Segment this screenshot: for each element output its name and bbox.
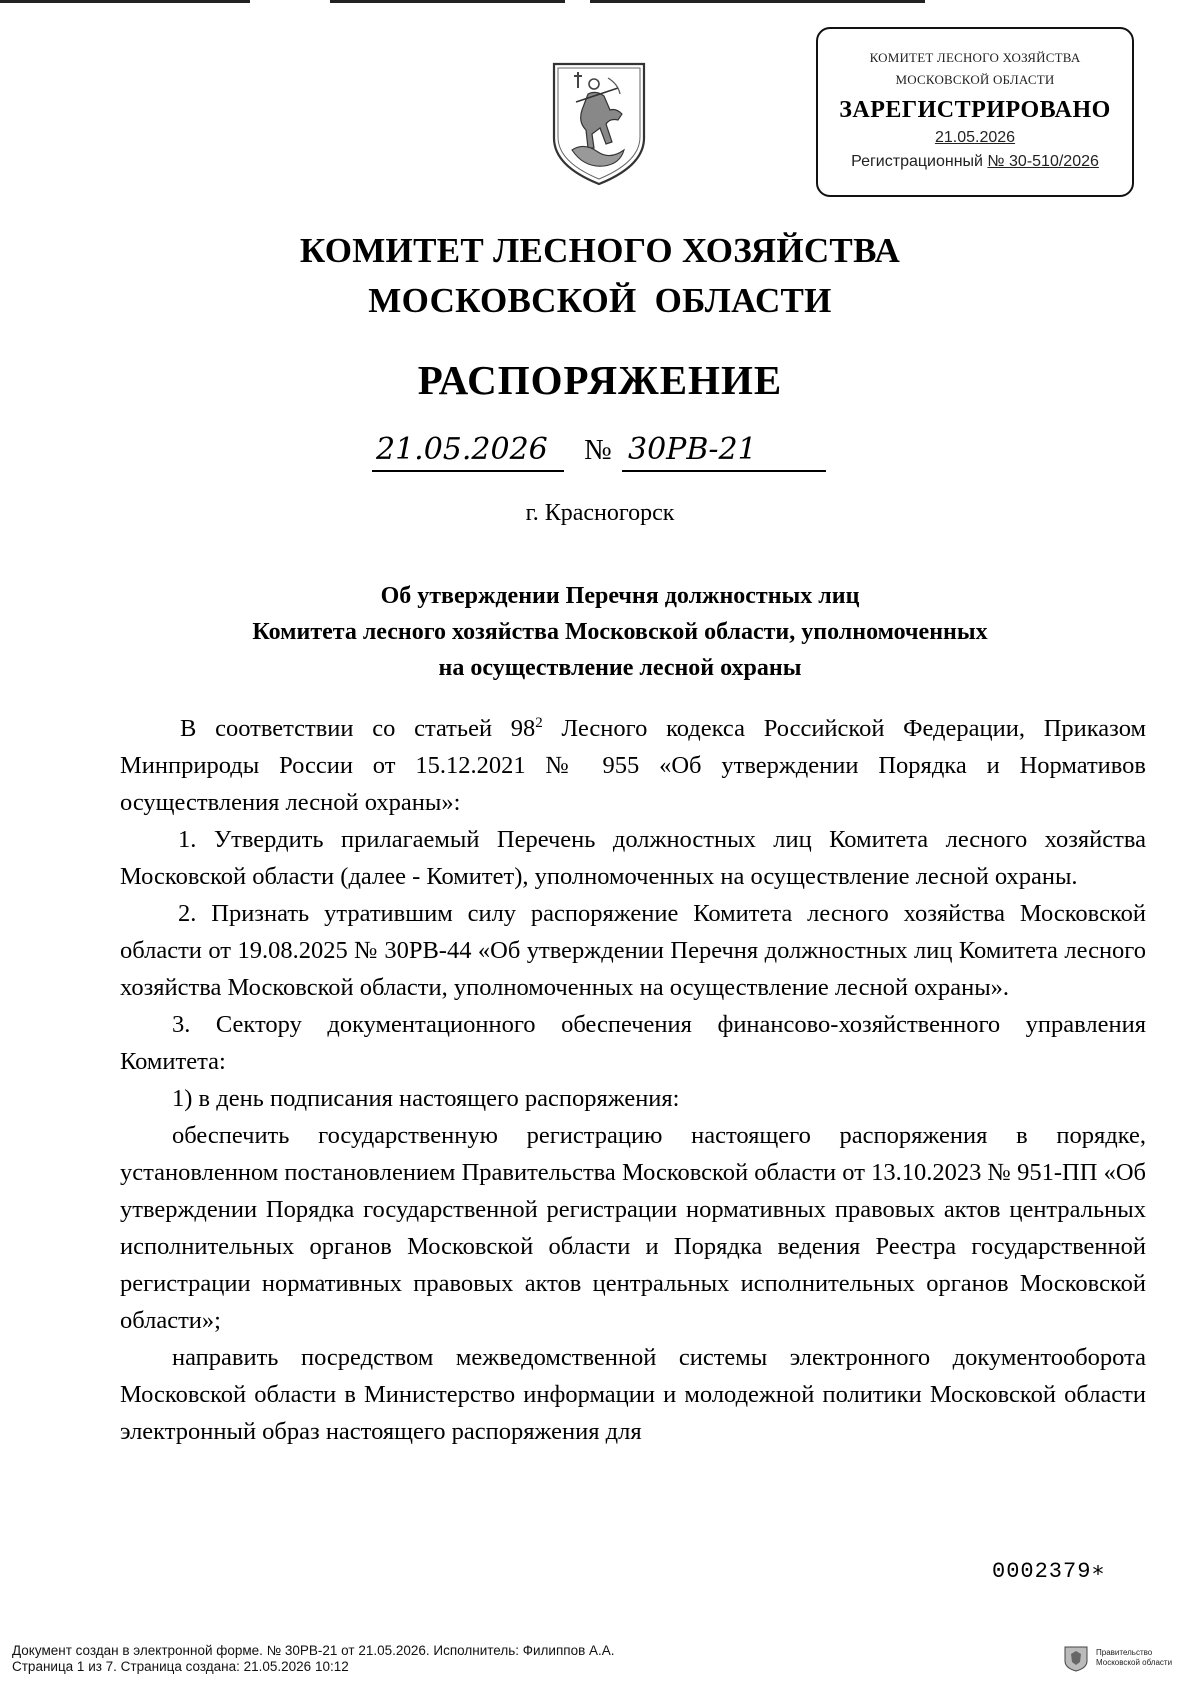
stamp-org-line2: МОСКОВСКОЙ ОБЛАСТИ <box>895 72 1055 87</box>
government-emblem-icon <box>1062 1644 1090 1672</box>
stamp-org-line1: КОМИТЕТ ЛЕСНОГО ХОЗЯЙСТВА <box>869 50 1081 65</box>
stamp-reg-label: Регистрационный <box>851 153 983 170</box>
document-type: РАСПОРЯЖЕНИЕ <box>417 357 783 403</box>
date-underline <box>372 470 564 472</box>
top-scan-marks <box>0 0 1200 6</box>
item-3-1-paragraph: 1) в день подписания настоящего распоряжения: <box>172 1085 680 1112</box>
item-3-paragraph: 3. Сектору документационного обеспечения финансово-хозяйственного управления Комитета: <box>120 1011 1146 1075</box>
scan-mark <box>330 0 565 3</box>
footer-line2: Страница 1 из 7. Страница создана: 21.05.2026 10:12 <box>12 1659 349 1674</box>
scan-mark <box>0 0 250 3</box>
stamp-registration-number <box>818 153 1132 171</box>
document-date: 21.05.2026 <box>376 432 548 467</box>
document-code: 0002379∗ <box>992 1559 1106 1584</box>
org-title-line2: МОСКОВСКОЙ ОБЛАСТИ <box>368 281 832 320</box>
electronic-document-footer <box>12 1643 615 1675</box>
number-sign: № <box>584 434 612 466</box>
stamp-reg-value: № 30-510/2026 <box>987 153 1099 170</box>
footer-line1: Документ создан в электронной форме. № 30РВ-21 от 21.05.2026. Исполнитель: Филиппов А.А. <box>12 1643 615 1658</box>
government-brand <box>1096 1648 1172 1668</box>
preamble-paragraph <box>120 710 1146 821</box>
stamp-date: 21.05.2026 <box>934 129 1016 146</box>
document-number: 30РВ-21 <box>628 432 757 467</box>
preamble-end: Лесного кодекса Российской Федерации, Приказом Минприроды России от 15.12.2021 № 955 «Об утверждении Порядка и Нормативов осуществления лесной охраны»: <box>120 715 1146 816</box>
subject-line2: Комитета лесного хозяйства Московской области, уполномоченных <box>252 619 988 645</box>
document-city: г. Красногорск <box>525 500 675 526</box>
subject-line1: Об утверждении Перечня должностных лиц <box>380 583 860 609</box>
stamp-status: ЗАРЕГИСТРИРОВАНО <box>839 97 1111 123</box>
scan-mark <box>590 0 925 3</box>
item-3-1-b-paragraph: направить посредством межведомственной системы электронного документооборота Московской области в Министерство информации и молодежной политики Московской области электронный образ настоящего распоряжения для <box>120 1344 1146 1445</box>
brand-line1: Правительство <box>1096 1648 1153 1657</box>
organization-title <box>0 226 1200 326</box>
article-superscript: 2 <box>535 715 543 731</box>
brand-line2: Московской области <box>1096 1658 1173 1667</box>
item-2-paragraph: 2. Признать утратившим силу распоряжение Комитета лесного хозяйства Московской области от 19.08.2025 № 30РВ-44 «Об утверждении Перечня должностных лиц Комитета лесного хозяйства Московской области, уполномоченных на осуществление лесной охраны». <box>120 900 1146 1001</box>
subject-line3: на осуществление лесной охраны <box>438 655 802 681</box>
document-date-number <box>0 432 1200 476</box>
number-underline <box>622 470 826 472</box>
item-1-paragraph: 1. Утвердить прилагаемый Перечень должностных лиц Комитета лесного хозяйства Московской области (далее - Комитет), уполномоченных на осуществление лесной охраны. <box>120 826 1146 890</box>
moscow-region-coat-of-arms-icon <box>548 58 650 188</box>
document-body <box>120 710 1146 1450</box>
stamp-organization <box>818 47 1132 91</box>
preamble-start: В соответствии со статьей 98 <box>180 715 536 742</box>
item-3-1-a-paragraph: обеспечить государственную регистрацию настоящего распоряжения в порядке, установленном постановлением Правительства Московской области от 13.10.2023 № 951-ПП «Об утверждении Порядка государственной регистрации нормативных правовых актов центральных исполнительных органов Московской области и Порядка ведения Реестра государственной регистрации нормативных правовых актов центральных исполнительных органов Московской области»; <box>120 1122 1146 1334</box>
org-title-line1: КОМИТЕТ ЛЕСНОГО ХОЗЯЙСТВА <box>299 231 901 270</box>
registration-stamp <box>816 27 1134 197</box>
document-subject <box>180 578 1060 686</box>
